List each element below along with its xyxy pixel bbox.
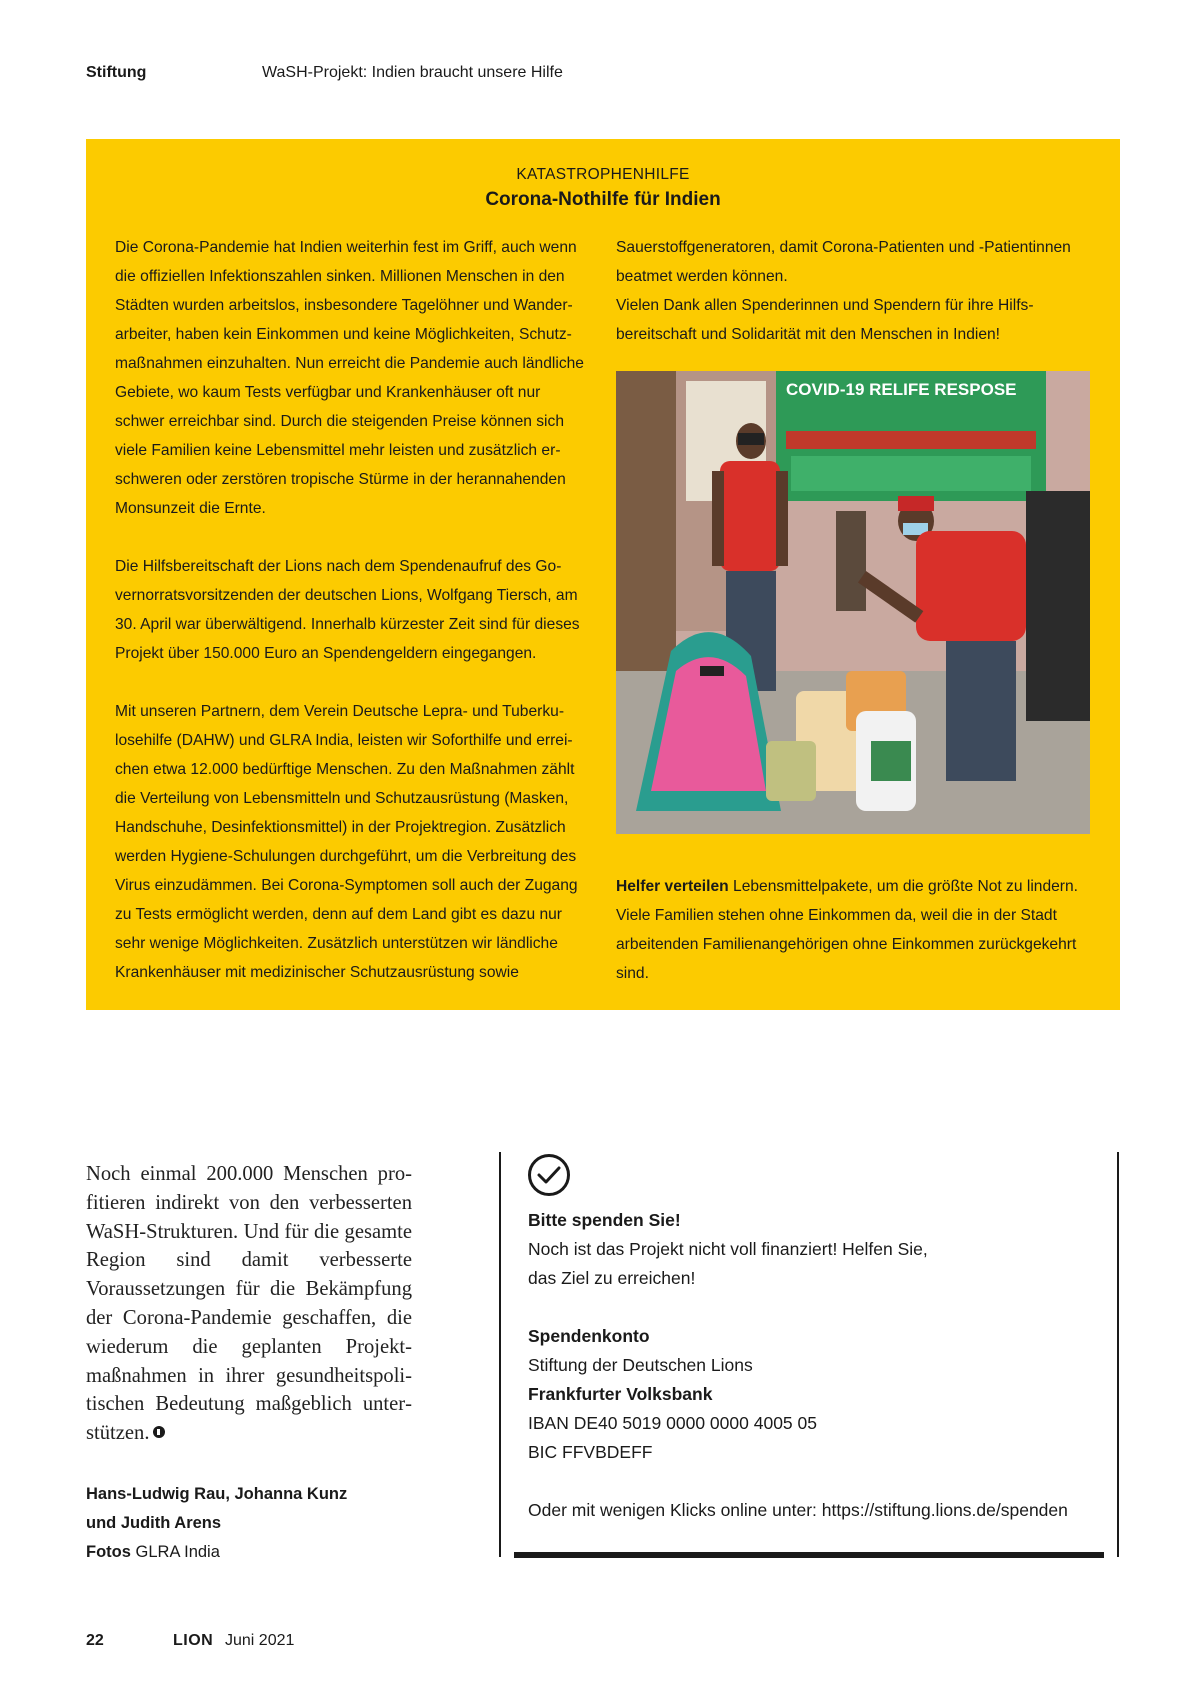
photo-credit	[86, 1538, 416, 1567]
box-paragraph: Sauerstoffgeneratoren, damit Corona-Patienten und -Patientinnen beatmet werden können.	[616, 239, 1071, 285]
donation-box-bottom-rule	[514, 1552, 1104, 1558]
box-right-column	[616, 233, 1090, 349]
box-paragraph: Die Hilfsbereitschaft der Lions nach dem Spendenaufruf des Governorratsvorsitzenden der deutschen Lions, Wolfgang Tiersch, am 30. April war überwältigend. Innerhalb kürzester Zeit sind für dieses Projekt über 150.000 Euro an Spendengeldern eingegangen.	[115, 558, 580, 662]
donation-box-right-rule	[1117, 1152, 1119, 1557]
box-left-column	[115, 233, 585, 987]
article-body-end	[86, 1160, 412, 1448]
disaster-relief-box	[86, 139, 1120, 1010]
lion-end-mark-icon	[153, 1426, 165, 1438]
donation-info	[528, 1206, 1108, 1525]
checkmark-circle-icon	[527, 1153, 571, 1197]
running-head-section: Stiftung	[86, 64, 147, 81]
magazine-name: LION	[173, 1632, 214, 1649]
photo-credit-label: Fotos	[86, 1543, 131, 1561]
box-title: Corona-Nothilfe für Indien	[485, 189, 721, 210]
issue-date: Juni 2021	[225, 1632, 295, 1649]
box-kicker: KATASTROPHENHILFE	[516, 166, 690, 183]
account-holder: Stiftung der Deutschen Lions	[528, 1355, 753, 1375]
authors-line: und Judith Arens	[86, 1514, 222, 1532]
box-paragraph: Mit unseren Partnern, dem Verein Deutsche Lepra- und Tuberkulosehilfe (DAHW) und GLRA India, leisten wir Soforthilfe und erreichen etwa 12.000 bedürftige Menschen. Zu den Maßnahmen zählt die Verteilung von Lebensmitteln und Schutzausrüstung (Masken, Handschuhe, Desinfektionsmittel) in der Projektregion. Zusätzlich werden Hygiene-Schulungen durchgeführt, um die Verbreitung des Virus einzudämmen. Bei Corona-Symptomen soll auch der Zugang zu Tests ermöglicht werden, denn auf dem Land gibt es dazu nur sehr wenige Möglichkeiten. Zusätzlich unterstützen wir ländliche Krankenhäuser mit medizinischer Schutzausrüstung sowie	[115, 703, 578, 981]
donation-box-left-rule	[499, 1152, 501, 1557]
caption-text: Lebensmittelpakete, um die größte Not zu lindern. Viele Familien stehen ohne Einkommen da, weil die in der Stadt arbeitenden Familienangehörigen ohne Einkommen zurückgekehrt sind.	[616, 878, 1079, 982]
box-paragraph: Die Corona-Pandemie hat Indien weiterhin fest im Griff, auch wenn die offiziellen Infektionszahlen sinken. Millionen Menschen in den Städten wurden arbeitslos, insbesondere Tagelöhner und Wanderarbeiter, haben kein Einkommen und keine Möglichkeiten, Schutzmaßnahmen einzuhalten. Nun erreicht die Pandemie auch ländliche Gebiete, wo kaum Tests verfügbar und Krankenhäuser oft nur schwer erreichbar sind. Durch die steigenden Preise können sich viele Familien keine Lebensmittel mehr leisten und zusätzlich erschweren oder zerstören tropische Stürme in der herannahenden Monsunzeit die Ernte.	[115, 239, 584, 517]
authors-line: Hans-Ludwig Rau, Johanna Kunz	[86, 1485, 348, 1503]
caption-lead: Helfer verteilen	[616, 878, 729, 895]
page-number: 22	[86, 1632, 104, 1649]
donation-line: Noch ist das Projekt nicht voll finanziert! Helfen Sie,	[528, 1239, 928, 1259]
bic: BIC FFVBDEFF	[528, 1442, 653, 1462]
relief-photo	[616, 371, 1090, 834]
photo-caption	[616, 872, 1090, 988]
donation-line: das Ziel zu erreichen!	[528, 1268, 696, 1288]
account-heading: Spendenkonto	[528, 1326, 650, 1346]
article-credits	[86, 1480, 416, 1567]
article-text: Noch einmal 200.000 Menschen profitieren indirekt von den verbesserten WaSH-Strukturen. Und für die gesamte Region sind damit verbesserte Voraussetzungen für die Bekämpfung der Corona-Pandemie geschaffen, die wiederum die geplanten Projektmaßnahmen in ihrer gesundheitspolitischen Bedeutung maßgeblich unterstützen.	[86, 1163, 412, 1445]
running-head-title: WaSH-Projekt: Indien braucht unsere Hilfe	[262, 64, 563, 81]
iban: IBAN DE40 5019 0000 0000 4005 05	[528, 1413, 817, 1433]
online-donation-link[interactable]: Oder mit wenigen Klicks online unter: https://stiftung.lions.de/spenden	[528, 1500, 1068, 1520]
bank-name: Frankfurter Volksbank	[528, 1384, 713, 1404]
banner-text: COVID-19 RELIFE RESPOSE	[786, 380, 1017, 399]
donation-heading: Bitte spenden Sie!	[528, 1210, 681, 1230]
photo-credit-name: GLRA India	[135, 1543, 220, 1561]
box-paragraph: Vielen Dank allen Spenderinnen und Spendern für ihre Hilfsbereitschaft und Solidarität mit den Menschen in Indien!	[616, 297, 1034, 343]
